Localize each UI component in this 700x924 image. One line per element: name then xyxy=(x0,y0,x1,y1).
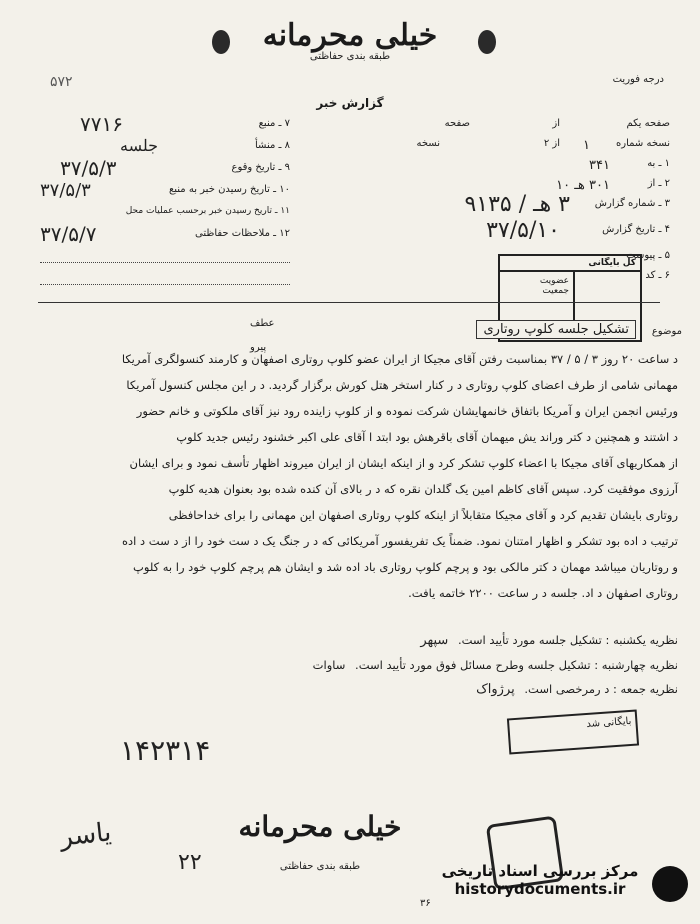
field-row xyxy=(40,112,290,140)
field-value: ۳۷/۵/۷ xyxy=(40,222,97,246)
opinion-row xyxy=(18,677,678,702)
field-label: ۸ ـ منشأ xyxy=(254,140,290,151)
archive-logo-icon xyxy=(652,866,688,902)
priority-label: درجه فوریت xyxy=(612,74,664,85)
bottom-handwritten-number: ۲۲ xyxy=(178,850,202,875)
body-line: و روتاریان میباشد مهمان د کتر مالکی بود و پرچم کلوپ روتاری باد اده شد و ایشان هم پرچم کلوپ خود را به کلوپ xyxy=(133,560,678,574)
field-row xyxy=(390,118,670,138)
field-end: صفحه xyxy=(444,118,470,129)
dotted-line xyxy=(40,284,290,285)
box-stamp-line2: جمعیت xyxy=(542,286,569,296)
body-line: روتاری اصفهان د اد. جلسه د ر ساعت ۲۲۰۰ خاتمه یافت. xyxy=(408,586,678,600)
field-value: ۳۴۱ xyxy=(589,158,610,173)
field-label: ۴ ـ تاریخ گزارش xyxy=(602,224,670,235)
field-row xyxy=(40,180,290,206)
body-line: روتاری بایشان تقدیم کرد و آقای مجیکا متقابلاً از اینکه کلوپ روتاری اصفهان این مهمانی را برای خداحافظی xyxy=(168,508,678,522)
field-label: صفحه یکم xyxy=(626,118,670,129)
field-value: ۳۰۱ هـ ۱۰ xyxy=(556,178,610,193)
field-label: نسخه شماره xyxy=(616,138,670,149)
bottom-signature: یاسر xyxy=(58,817,113,853)
field-row xyxy=(390,158,670,178)
side-note-peyro: پیرو xyxy=(250,342,267,353)
archive-website: historydocuments.ir xyxy=(454,880,626,898)
field-label: ۲ ـ از xyxy=(647,178,670,189)
opinion-row xyxy=(18,628,678,653)
body-line: مهمانی شامی از طرف اعضای کلوپ روتاری د ر کنار استخر هتل کورش برگزار گردید. د ر این مجلس کنسول آمریکا xyxy=(126,378,678,392)
field-value: ۳۷/۵/۳ xyxy=(60,156,117,180)
dotted-line xyxy=(40,262,290,263)
classification-label: طبقه بندی حفاظتی xyxy=(309,51,391,62)
filed-stamp-text: بایگانی شد xyxy=(586,715,632,731)
body-line: د اشتند و همچنین د کتر وراند یش میهمان آقای باقرهش بود ابتد ا آقای علی اکبر خشنود رئیس جدید کلوپ xyxy=(176,430,678,444)
report-body xyxy=(18,346,678,606)
field-mid: از ۲ xyxy=(543,138,560,149)
field-label: ۱۱ ـ تاریخ رسیدن خبر برحسب عملیات محل xyxy=(125,206,290,216)
body-line: ورئیس انجمن ایران و آمریکا باتفاق خانمهایشان شرکت نموده و از کلوپ زاینده رود نیز آقای ملکوتی و خانم حضور xyxy=(136,404,678,418)
field-mid: از xyxy=(552,118,560,129)
subject-text: تشکیل جلسه کلوپ روتاری xyxy=(476,320,636,339)
field-row xyxy=(40,222,290,250)
secret-stamp-text: خیلی محرمانه xyxy=(238,810,402,843)
field-label: ۷ ـ منبع xyxy=(258,118,290,129)
classification-label: طبقه بندی حفاظتی xyxy=(279,861,361,872)
left-fields xyxy=(40,112,290,250)
field-value: ۳۷/۵/۱۰ xyxy=(486,218,560,243)
field-value: ۳۷/۵/۳ xyxy=(40,180,91,201)
top-secret-stamp xyxy=(0,18,700,62)
header-divider xyxy=(38,302,660,303)
field-label: ۳ ـ شماره گزارش xyxy=(594,198,670,209)
field-label: ۶ ـ کد xyxy=(645,270,670,281)
field-end: نسخه xyxy=(416,138,440,149)
field-value: جلسه xyxy=(120,136,159,155)
box-stamp-title: کل بایگانی xyxy=(500,256,640,272)
opinion-text: نظریه یکشنبه : تشکیل جلسه مورد تأیید است. xyxy=(457,633,678,647)
body-line: آرزوی موفقیت کرد. سپس آقای کاظم امین یک گلدان نقره که د ر بالای آن کنده شده بود بعنوان هدیه کلوپ xyxy=(168,482,678,496)
opinion-signature: سپهر xyxy=(420,633,449,648)
page-number: ۳۶ xyxy=(420,898,431,909)
field-label: ۹ ـ تاریخ وقوع xyxy=(231,162,290,173)
field-label: ۱۲ ـ ملاحظات حفاظتی xyxy=(195,228,290,239)
opinion-text: نظریه جمعه : د رمرخصی است. xyxy=(524,682,678,696)
field-value: ۱ xyxy=(583,138,590,153)
field-value: ۳ هـ / ۹۱۳۵ xyxy=(464,192,570,217)
opinion-signature: پرژواک xyxy=(476,682,515,697)
top-left-number: ۵۷۲ xyxy=(50,74,73,90)
body-line: د ساعت ۲۰ روز ۳ / ۵ / ۳۷ بمناسبت رفتن آقای مجیکا از ایران عضو کلوپ روتاری اصفهان و کارمند کنسولگری آمریکا xyxy=(121,352,678,366)
archive-name: مرکز بررسی اسناد تاریخی xyxy=(441,862,639,880)
field-label: ۱ ـ به xyxy=(647,158,670,169)
subject-label: موضوع xyxy=(651,326,682,337)
body-line: از همکاریهای آقای مجیکا با اعضاء کلوپ تشکر کرد و از اینکه ایشان از ایران میروند اظهار تأسف نمود و برای ایشان xyxy=(129,456,678,470)
field-label: ۱۰ ـ تاریخ رسیدن خبر به منبع xyxy=(168,184,290,195)
archive-watermark xyxy=(430,862,650,898)
opinion-row xyxy=(18,653,678,677)
opinion-text: نظریه چهارشنبه : تشکیل جلسه وطرح مسائل فوق مورد تأیید است. xyxy=(355,658,678,672)
field-row xyxy=(390,218,670,250)
field-row xyxy=(390,138,670,158)
field-value: ۷۷۱۶ xyxy=(80,112,123,136)
filed-stamp xyxy=(507,710,639,755)
opinion-signature: ساوات xyxy=(312,658,346,672)
side-note-atf: عطف xyxy=(250,318,275,329)
body-line: ترتیب د اده بود تشکر و اظهار امتنان نمود. ضمناً یک تفریفسور آمریکائی که د ر جنگ یک د ست خود را از د ست د اده xyxy=(122,534,678,548)
opinions xyxy=(18,628,678,702)
box-stamp-line1: عضویت xyxy=(539,276,569,286)
report-title: گزارش خبر xyxy=(316,96,384,110)
secret-stamp-text: خیلی محرمانه xyxy=(262,18,438,53)
bottom-secret-stamp xyxy=(220,810,420,872)
field-label: ۵ ـ پیوست xyxy=(626,250,670,261)
margin-handwritten-code: ۱۴۲۳۱۴ xyxy=(120,734,211,767)
